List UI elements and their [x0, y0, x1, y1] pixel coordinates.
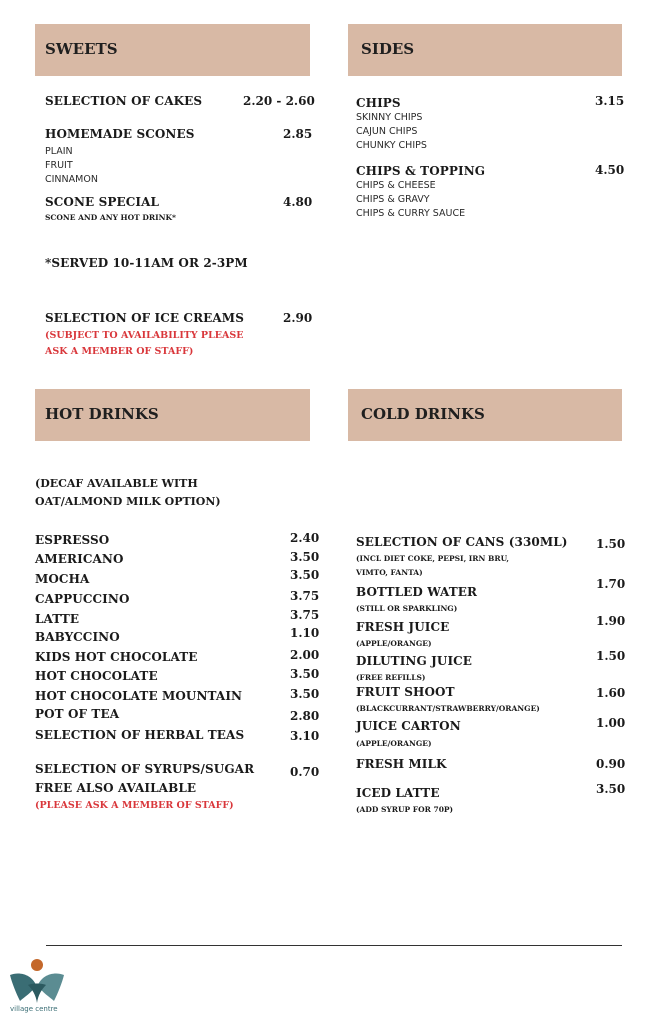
iced-note: (ADD SYRUP FOR 70P)	[356, 805, 454, 814]
decaf-note-1: (DECAF AVAILABLE WITH	[35, 477, 198, 490]
milk-price: 0.90	[596, 757, 626, 771]
syrups-line-2: FREE ALSO AVAILABLE	[35, 781, 197, 795]
hot-item-espresso: ESPRESSO	[35, 533, 110, 547]
juice-price: 1.90	[596, 614, 626, 628]
shoot-name: FRUIT SHOOT	[356, 685, 455, 699]
chips-option-cajun: CAJUN CHIPS	[356, 126, 418, 137]
juice-name: FRESH JUICE	[356, 620, 450, 634]
shoot-note: (BLACKCURRANT/STRAWBERRY/ORANGE)	[356, 704, 540, 713]
carton-price: 1.00	[596, 716, 626, 730]
sweets-header	[35, 24, 310, 76]
hot-price-mocha: 3.50	[290, 568, 320, 582]
decaf-note-2: OAT/ALMOND MILK OPTION)	[35, 495, 221, 508]
milk-name: FRESH MILK	[356, 757, 447, 771]
scones-name: HOMEMADE SCONES	[45, 127, 195, 141]
hot-price-latte: 3.75	[290, 608, 320, 622]
syrups-line-1: SELECTION OF SYRUPS/SUGAR	[35, 762, 255, 776]
ice-creams-note-1: (SUBJECT TO AVAILABILITY PLEASE	[45, 330, 244, 341]
topping-option-gravy: CHIPS & GRAVY	[356, 194, 430, 205]
iced-name: ICED LATTE	[356, 786, 440, 800]
iced-price: 3.50	[596, 782, 626, 796]
water-note: (STILL OR SPARKLING)	[356, 604, 458, 613]
topping-price: 4.50	[595, 163, 625, 177]
hot-item-babyccino: BABYCCINO	[35, 630, 120, 644]
chips-price: 3.15	[595, 94, 625, 108]
cold-drinks-header	[348, 389, 622, 441]
cakes-name: SELECTION OF CAKES	[45, 94, 203, 108]
carton-note: (APPLE/ORANGE)	[356, 739, 432, 748]
topping-option-curry: CHIPS & CURRY SAUCE	[356, 208, 466, 219]
cans-note-2: VIMTO, FANTA)	[356, 568, 423, 577]
hot-price-hot-chocolate: 3.50	[290, 667, 320, 681]
hot-price-cappuccino: 3.75	[290, 589, 320, 603]
carton-name: JUICE CARTON	[356, 719, 461, 733]
scone-special-price: 4.80	[283, 195, 313, 209]
served-times: *SERVED 10-11AM OR 2-3PM	[45, 256, 248, 270]
sides-header	[348, 24, 622, 76]
hot-item-hot-chocolate: HOT CHOCOLATE	[35, 669, 158, 683]
scone-special-note: SCONE AND ANY HOT DRINK*	[45, 213, 176, 222]
scone-special-name: SCONE SPECIAL	[45, 195, 160, 209]
hot-item-hot-chocolate-mountain: HOT CHOCOLATE MOUNTAIN	[35, 689, 243, 703]
syrups-note: (PLEASE ASK A MEMBER OF STAFF)	[35, 800, 234, 811]
hot-item-mocha: MOCHA	[35, 572, 90, 586]
hot-price-hot-chocolate-mountain: 3.50	[290, 687, 320, 701]
ice-creams-note-2: ASK A MEMBER OF STAFF)	[45, 346, 194, 357]
hot-price-herbal-teas: 3.10	[290, 729, 320, 743]
diluting-name: DILUTING JUICE	[356, 654, 473, 668]
hot-price-espresso: 2.40	[290, 531, 320, 545]
cakes-price: 2.20 - 2.60	[243, 94, 315, 108]
hot-drinks-heading: HOT DRINKS	[45, 405, 159, 423]
water-name: BOTTLED WATER	[356, 585, 478, 599]
cans-name: SELECTION OF CANS (330ML)	[356, 535, 568, 549]
sweets-heading: SWEETS	[45, 40, 118, 58]
ice-creams-price: 2.90	[283, 311, 313, 325]
hot-price-kids-hot-chocolate: 2.00	[290, 648, 320, 662]
shoot-price: 1.60	[596, 686, 626, 700]
hot-drinks-header	[35, 389, 310, 441]
scones-price: 2.85	[283, 127, 313, 141]
scone-option-plain: PLAIN	[45, 146, 73, 157]
hot-item-kids-hot-chocolate: KIDS HOT CHOCOLATE	[35, 650, 198, 664]
hot-price-americano: 3.50	[290, 550, 320, 564]
chips-name: CHIPS	[356, 96, 401, 110]
cans-price: 1.50	[596, 537, 626, 551]
ice-creams-name: SELECTION OF ICE CREAMS	[45, 311, 244, 325]
diluting-note: (FREE REFILLS)	[356, 673, 426, 682]
topping-option-cheese: CHIPS & CHEESE	[356, 180, 436, 191]
hot-item-herbal-teas: SELECTION OF HERBAL TEAS	[35, 728, 245, 742]
water-price: 1.70	[596, 577, 626, 591]
hot-item-pot-of-tea: POT OF TEA	[35, 707, 120, 721]
hot-item-cappuccino: CAPPUCCINO	[35, 592, 130, 606]
scone-option-cinnamon: CINNAMON	[45, 174, 98, 185]
hot-price-babyccino: 1.10	[290, 626, 320, 640]
chips-option-skinny: SKINNY CHIPS	[356, 112, 423, 123]
hot-price-pot-of-tea: 2.80	[290, 709, 320, 723]
diluting-price: 1.50	[596, 649, 626, 663]
sides-heading: SIDES	[361, 40, 415, 58]
juice-note: (APPLE/ORANGE)	[356, 639, 432, 648]
footer-divider	[46, 945, 622, 946]
cans-note-1: (INCL DIET COKE, PEPSI, IRN BRU,	[356, 554, 510, 563]
chips-option-chunky: CHUNKY CHIPS	[356, 140, 427, 151]
hot-item-americano: AMERICANO	[35, 552, 124, 566]
cold-drinks-heading: COLD DRINKS	[361, 405, 485, 423]
topping-name: CHIPS & TOPPING	[356, 164, 486, 178]
syrups-price: 0.70	[290, 765, 320, 779]
logo-text: village centre	[10, 1005, 58, 1013]
scone-option-fruit: FRUIT	[45, 160, 73, 171]
hot-item-latte: LATTE	[35, 612, 80, 626]
